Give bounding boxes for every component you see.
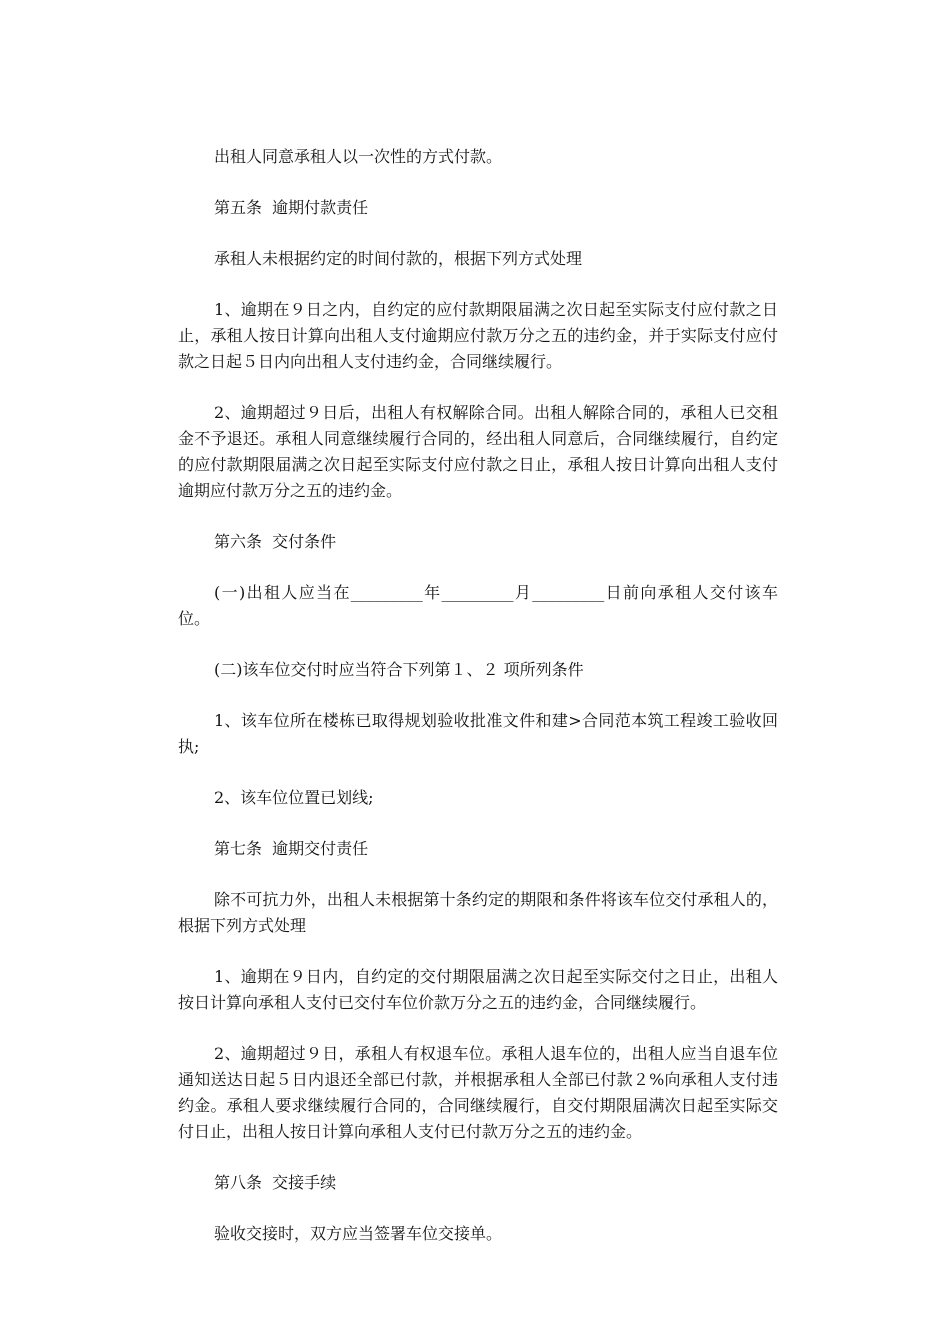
delivery-date-clause: (一)出租人应当在_________年_________月_________日前向承租人交付该车位。	[178, 583, 778, 628]
delivery-conditions-intro: (二)该车位交付时应当符合下列第１、２ 项所列条件	[214, 660, 584, 679]
late-payment-clause-2: 2、逾期超过９日后，出租人有权解除合同。出租人解除合同的，承租人已交租金不予退还。承租人同意继续履行合同的，经出租人同意后，合同继续履行，自约定的应付款期限届满之次日起至实际支付应付款之日止，承租人按日计算向出租人支付逾期应付款万分之五的违约金。	[178, 403, 778, 500]
article-5-heading: 第五条 逾期付款责任	[214, 198, 369, 217]
late-delivery-clause-2: 2、逾期超过９日，承租人有权退车位。承租人退车位的，出租人应当自退车位通知送达日起５日内退还全部已付款，并根据承租人全部已付款２%向承租人支付违约金。承租人要求继续履行合同的，合同继续履行，自交付期限届满次日起至实际交付日止，出租人按日计算向承租人支付已付款万分之五的违约金。	[178, 1044, 778, 1141]
late-payment-intro-paragraph: 承租人未根据约定的时间付款的，根据下列方式处理	[214, 249, 583, 268]
document-body	[178, 144, 778, 1272]
delivery-condition-2: 2、该车位位置已划线;	[214, 788, 374, 807]
delivery-condition-1: 1、该车位所在楼栋已取得规划验收批准文件和建>合同范本筑工程竣工验收回执;	[178, 711, 778, 756]
late-delivery-clause-1: 1、逾期在９日内，自约定的交付期限届满之次日起至实际交付之日止，出租人按日计算向承租人支付已交付车位价款万分之五的违约金，合同继续履行。	[178, 967, 778, 1012]
handover-paragraph: 验收交接时，双方应当签署车位交接单。	[214, 1224, 503, 1243]
late-payment-clause-1: 1、逾期在９日之内，自约定的应付款期限届满之次日起至实际支付应付款之日止，承租人按日计算向出租人支付逾期应付款万分之五的违约金，并于实际支付应付款之日起５日内向出租人支付违约金，合同继续履行。	[178, 300, 778, 371]
payment-method-paragraph: 出租人同意承租人以一次性的方式付款。	[214, 147, 503, 166]
article-6-heading: 第六条 交付条件	[214, 532, 337, 551]
article-7-heading: 第七条 逾期交付责任	[214, 839, 369, 858]
article-8-heading: 第八条 交接手续	[214, 1173, 337, 1192]
late-delivery-intro-paragraph: 除不可抗力外，出租人未根据第十条约定的期限和条件将该车位交付承租人的，根据下列方式处理	[178, 890, 778, 935]
